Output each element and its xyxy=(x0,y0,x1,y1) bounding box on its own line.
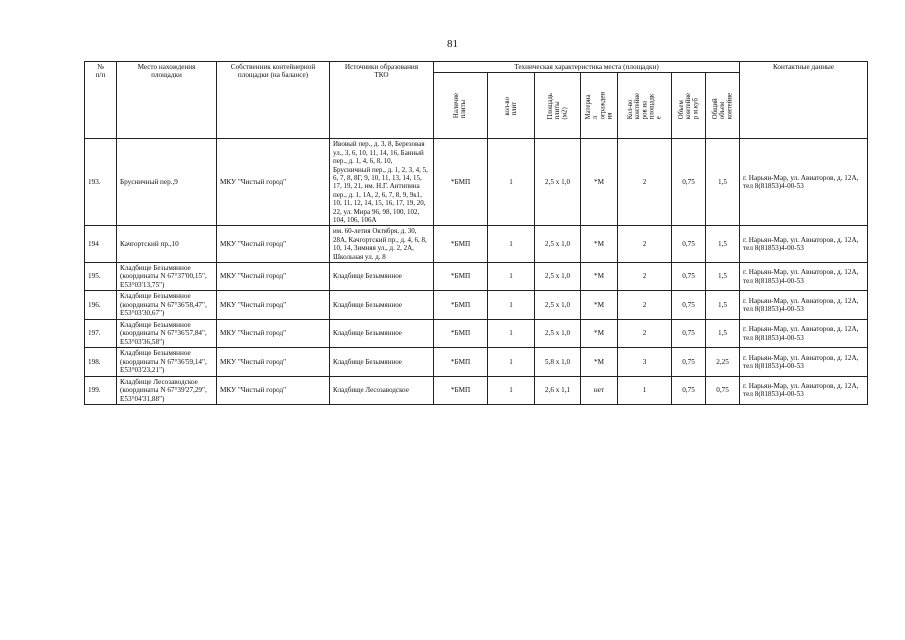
cell-volume: 0,75 xyxy=(672,291,706,319)
cell-containers: 2 xyxy=(618,262,672,290)
cell-sources: им. 60-летия Октября, д. 30, 28А, Качгортский пр., д. 4, 6, 8, 10, 14, Зимняя ул., д. 2, 2А, Школьная ул. д. 8 xyxy=(330,226,434,263)
header-tech: Техническая характеристика места (площадки) xyxy=(434,62,740,73)
cell-contacts: г. Нарьян-Мар, ул. Авиаторов, д. 12А, тел 8(81853)4-00-53 xyxy=(740,319,868,347)
cell-location: Кладбище Безымянное (координаты N 67°36'58,47", E53°03'30,67") xyxy=(117,291,217,319)
cell-num: 198. xyxy=(85,348,117,376)
cell-owner: МКУ "Чистый город" xyxy=(217,226,330,263)
cell-contacts: г. Нарьян-Мар, ул. Авиаторов, д. 12А, тел 8(81853)4-00-53 xyxy=(740,139,868,226)
cell-fence: *М xyxy=(581,319,618,347)
cell-area: 2,5 х 1,0 xyxy=(535,226,581,263)
header-num: № п/п xyxy=(85,62,117,139)
cell-plate: *БМП xyxy=(434,376,488,404)
cell-plate: *БМП xyxy=(434,139,488,226)
cell-containers: 2 xyxy=(618,226,672,263)
cell-contacts: г. Нарьян-Мар, ул. Авиаторов, д. 12А, тел 8(81853)4-00-53 xyxy=(740,262,868,290)
subheader-plates-count: кол-во плит xyxy=(503,96,518,116)
cell-containers: 2 xyxy=(618,291,672,319)
subheader-containers: Кол-во контейне ров на площадк е xyxy=(626,92,663,120)
header-owner: Собственник контейнерной площадки (на балансе) xyxy=(217,62,330,139)
subheader-area: Площадь плиты (м2) xyxy=(546,92,569,120)
cell-sources: Кладбище Безымянное xyxy=(330,319,434,347)
cell-area: 2,5 х 1,0 xyxy=(535,139,581,226)
cell-contacts: г. Нарьян-Мар, ул. Авиаторов, д. 12А, тел 8(81853)4-00-53 xyxy=(740,348,868,376)
cell-num: 193. xyxy=(85,139,117,226)
cell-plate: *БМП xyxy=(434,291,488,319)
cell-plates-count: 1 xyxy=(488,376,535,404)
cell-sources: Кладбище Лесозаводское xyxy=(330,376,434,404)
cell-num: 197. xyxy=(85,319,117,347)
cell-location: Качгортский пр.,10 xyxy=(117,226,217,263)
cell-plates-count: 1 xyxy=(488,348,535,376)
cell-plates-count: 1 xyxy=(488,139,535,226)
cell-location: Брусничный пер.,9 xyxy=(117,139,217,226)
cell-total-volume: 0,75 xyxy=(706,376,740,404)
table-row xyxy=(85,139,868,226)
cell-area: 2,5 х 1,0 xyxy=(535,319,581,347)
table-row xyxy=(85,376,868,404)
cell-containers: 2 xyxy=(618,139,672,226)
cell-sources: Кладбище Безымянное xyxy=(330,348,434,376)
cell-plate: *БМП xyxy=(434,348,488,376)
cell-owner: МКУ "Чистый город" xyxy=(217,139,330,226)
cell-total-volume: 1,5 xyxy=(706,319,740,347)
cell-volume: 0,75 xyxy=(672,348,706,376)
cell-plates-count: 1 xyxy=(488,319,535,347)
cell-area: 2,5 х 1,0 xyxy=(535,262,581,290)
cell-plates-count: 1 xyxy=(488,262,535,290)
cell-total-volume: 1,5 xyxy=(706,139,740,226)
cell-location: Кладбище Безымянное (координаты N 67°36'59,14", E53°03'23,21") xyxy=(117,348,217,376)
cell-volume: 0,75 xyxy=(672,262,706,290)
cell-area: 5,8 х 1,0 xyxy=(535,348,581,376)
cell-volume: 0,75 xyxy=(672,376,706,404)
cell-area: 2,6 х 1,1 xyxy=(535,376,581,404)
table-row xyxy=(85,291,868,319)
cell-contacts: г. Нарьян-Мар, ул. Авиаторов, д. 12А, тел 8(81853)4-00-53 xyxy=(740,226,868,263)
cell-sources: Кладбище Безымянное xyxy=(330,262,434,290)
subheader-volume: Объем контейне р м.куб xyxy=(677,92,700,120)
cell-contacts: г. Нарьян-Мар, ул. Авиаторов, д. 12А, тел 8(81853)4-00-53 xyxy=(740,291,868,319)
cell-total-volume: 1,5 xyxy=(706,291,740,319)
header-contacts: Контактные данные xyxy=(740,62,868,139)
cell-owner: МКУ "Чистый город" xyxy=(217,291,330,319)
cell-fence: *М xyxy=(581,291,618,319)
cell-area: 2,5 х 1,0 xyxy=(535,291,581,319)
cell-total-volume: 1,5 xyxy=(706,262,740,290)
cell-fence: *М xyxy=(581,139,618,226)
header-location: Место нахождения площадки xyxy=(117,62,217,139)
cell-plates-count: 1 xyxy=(488,291,535,319)
cell-num: 196. xyxy=(85,291,117,319)
cell-containers: 1 xyxy=(618,376,672,404)
cell-sources: Кладбище Безымянное xyxy=(330,291,434,319)
cell-plate: *БМП xyxy=(434,262,488,290)
cell-plate: *БМП xyxy=(434,226,488,263)
container-sites-table xyxy=(84,61,868,405)
cell-num: 194 xyxy=(85,226,117,263)
table-row xyxy=(85,262,868,290)
subheader-total-volume: Общий объем контейне xyxy=(711,92,734,120)
table-row xyxy=(85,348,868,376)
cell-fence: *М xyxy=(581,262,618,290)
table-row xyxy=(85,319,868,347)
cell-num: 199. xyxy=(85,376,117,404)
cell-location: Кладбище Безымянное (координаты N 67°37'00,15", E53°03'13,75") xyxy=(117,262,217,290)
cell-num: 195. xyxy=(85,262,117,290)
cell-owner: МКУ "Чистый город" xyxy=(217,348,330,376)
cell-fence: нет xyxy=(581,376,618,404)
cell-sources: Ивовый пер., д. 3, 8, Березовая ул., 3, 6, 10, 11, 14, 16, Банный пер., д. 1, 4, 6, 8, 10, Брусничный пер., д. 1, 2, 3, 4, 5, 6, 7, 8, 8Г, 9, 10, 11, 13, 14, 15, 17, 19, 21, им. Н.Г. Антипина пер., д. 1, 1А, 2, 6, 7, 8, 9, 9к1, 10, 11, 12, 14, 15, 16, 17, 19, 20, 22, ул. Мира 96, 98, 100, 102, 104, 106, 106А xyxy=(330,139,434,226)
page-number: 81 xyxy=(447,38,458,50)
cell-contacts: г. Нарьян-Мар, ул. Авиаторов, д. 12А, тел 8(81853)4-00-53 xyxy=(740,376,868,404)
cell-owner: МКУ "Чистый город" xyxy=(217,376,330,404)
cell-owner: МКУ "Чистый город" xyxy=(217,262,330,290)
cell-location: Кладбище Лесозаводское (координаты N 67°39'27,29", E53°04'31,88") xyxy=(117,376,217,404)
cell-plates-count: 1 xyxy=(488,226,535,263)
cell-fence: *М xyxy=(581,348,618,376)
cell-containers: 3 xyxy=(618,348,672,376)
cell-volume: 0,75 xyxy=(672,226,706,263)
header-sources: Источники образования ТКО xyxy=(330,62,434,139)
cell-fence: *М xyxy=(581,226,618,263)
table-row xyxy=(85,226,868,263)
cell-volume: 0,75 xyxy=(672,319,706,347)
cell-containers: 2 xyxy=(618,319,672,347)
cell-total-volume: 1,5 xyxy=(706,226,740,263)
cell-owner: МКУ "Чистый город" xyxy=(217,319,330,347)
cell-plate: *БМП xyxy=(434,319,488,347)
cell-volume: 0,75 xyxy=(672,139,706,226)
subheader-fence: Материа л огражден ия xyxy=(584,92,614,120)
cell-total-volume: 2,25 xyxy=(706,348,740,376)
cell-location: Кладбище Безымянное (координаты N 67°36'57,84", E53°03'36,58") xyxy=(117,319,217,347)
header-row xyxy=(85,62,868,73)
subheader-plate: Наличие плиты xyxy=(453,93,468,119)
